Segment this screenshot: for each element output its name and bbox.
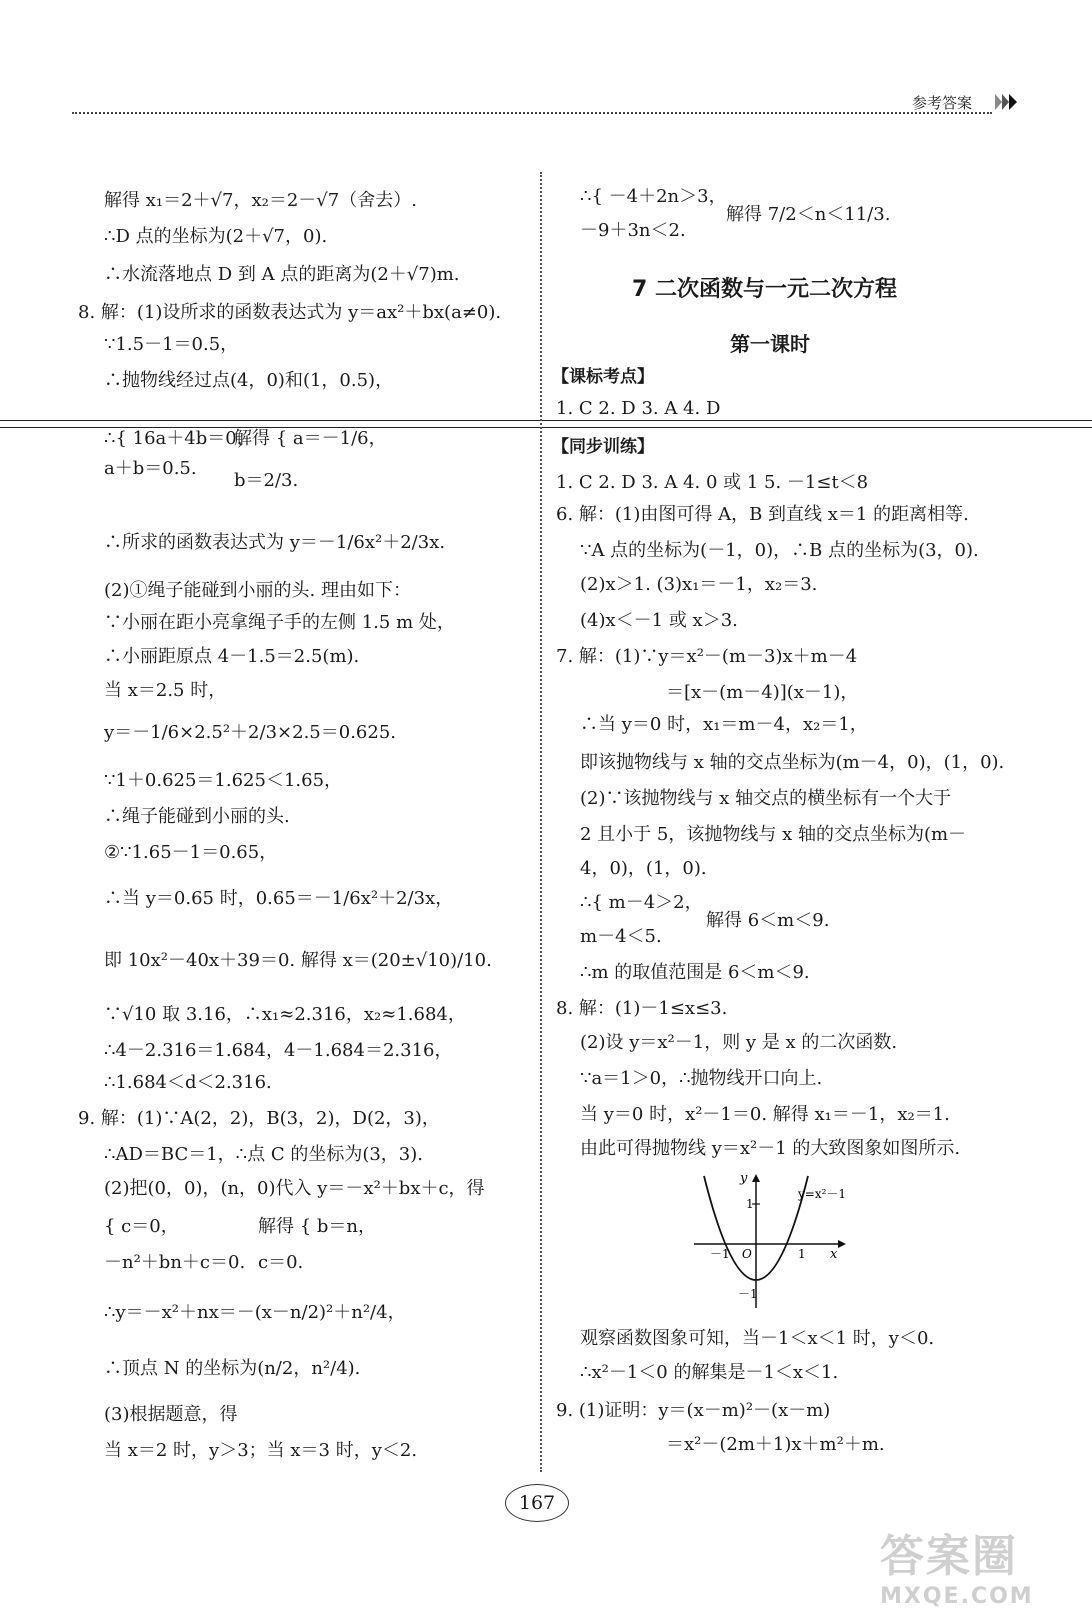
text-line: ∵a＝1＞0，∴抛物线开口向上. — [580, 1068, 823, 1089]
text-line: ∴绳子能碰到小丽的头. — [104, 806, 290, 827]
x-axis-arrow-icon — [838, 1240, 846, 1248]
text-line: ∵小丽在距小亮拿绳子手的左侧 1.5 m 处， — [104, 612, 455, 633]
tick-label-y-neg: －1 — [738, 1287, 758, 1301]
text-line: ∴当 y＝0 时，x₁＝m－4，x₂＝1， — [580, 714, 868, 735]
text-line: 即 10x²－40x＋39＝0. 解得 x＝(20±√10)/10. — [104, 950, 492, 971]
text-line: 6. 解：(1)由图可得 A，B 到直线 x＝1 的距离相等. — [556, 504, 969, 525]
subsection-title: 第一课时 — [730, 332, 810, 356]
text-line: c＝0. — [258, 1252, 304, 1273]
text-line: ∴4－2.316＝1.684，4－1.684＝2.316， — [104, 1040, 453, 1061]
text-line: 7. 解：(1)∵y＝x²－(m－3)x＋m－4 — [556, 646, 858, 667]
text-line: (2)∵该抛物线与 x 轴交点的横坐标有一个大于 — [580, 788, 952, 809]
text-line: ∴AD＝BC＝1，∴点 C 的坐标为(3，3). — [104, 1144, 424, 1165]
text-line: 解得 { a＝－1/6， — [234, 428, 387, 449]
tick-label-y-pos: 1 — [746, 1197, 754, 1211]
text-line: ∴抛物线经过点(4，0)和(1，0.5)， — [104, 370, 394, 391]
text-line: 9. 解：(1)∵A(2，2)，B(3，2)，D(2，3)， — [78, 1108, 440, 1129]
watermark-main: 答案圈 — [880, 1531, 1018, 1582]
function-label: y=x²－1 — [798, 1187, 847, 1201]
tag-xunlian: 【同步训练】 — [552, 437, 654, 457]
text-line: ∴1.684＜d＜2.316. — [104, 1072, 272, 1093]
text-line: ∴{ m－4＞2， — [580, 892, 703, 913]
text-line: ∵√10 取 3.16，∴x₁≈2.316，x₂≈1.684， — [104, 1004, 466, 1025]
text-line: 即该抛物线与 x 轴的交点坐标为(m－4，0)，(1，0). — [580, 752, 1005, 773]
text-line: 2 且小于 5，该抛物线与 x 轴的交点坐标为(m－ — [580, 824, 967, 845]
text-line: ∴m 的取值范围是 6＜m＜9. — [580, 962, 810, 983]
text-line: －9＋3n＜2. — [580, 220, 686, 241]
text-line: y＝－1/6×2.5²＋2/3×2.5＝0.625. — [104, 722, 396, 743]
text-line: －n²＋bn＋c＝0. — [104, 1252, 246, 1273]
column-divider — [540, 172, 542, 1472]
fold-line — [0, 420, 1092, 421]
text-line: 当 x＝2 时，y＞3；当 x＝3 时，y＜2. — [104, 1440, 418, 1461]
text-line: (4)x＜－1 或 x＞3. — [580, 610, 738, 631]
text-line: 1. C 2. D 3. A 4. D — [556, 398, 721, 419]
text-line: 4，0)，(1，0). — [580, 858, 707, 879]
text-line: ＝[x－(m－4)](x－1)， — [666, 682, 859, 703]
text-line: (3)根据题意，得 — [104, 1404, 238, 1425]
page-number: 167 — [505, 1484, 569, 1522]
y-axis-arrow-icon — [752, 1174, 760, 1182]
text-line: a＋b＝0.5. — [104, 458, 197, 479]
text-line: ∴当 y＝0.65 时，0.65＝－1/6x²＋2/3x， — [104, 888, 454, 909]
text-line: m－4＜5. — [580, 926, 662, 947]
text-line: ∴D 点的坐标为(2＋√7，0). — [104, 226, 328, 247]
text-line: 观察函数图象可知，当－1＜x＜1 时，y＜0. — [580, 1328, 935, 1349]
text-line: ②∵1.65－1＝0.65， — [104, 842, 278, 863]
text-line: b＝2/3. — [234, 470, 299, 491]
text-line: 8. 解：(1)设所求的函数表达式为 y＝ax²＋bx(a≠0). — [78, 302, 502, 323]
text-line: 由此可得抛物线 y＝x²－1 的大致图象如图所示. — [580, 1138, 961, 1159]
text-line: 解得 { b＝n， — [258, 1216, 377, 1237]
text-line: ∴x²－1＜0 的解集是－1＜x＜1. — [580, 1362, 839, 1383]
text-line: ∴y＝－x²＋nx＝－(x－n/2)²＋n²/4， — [104, 1302, 406, 1323]
text-line: 当 x＝2.5 时， — [104, 680, 227, 701]
tag-kaodian: 【课标考点】 — [552, 367, 654, 387]
watermark-url: MXQE.COM — [880, 1584, 1034, 1609]
origin-label: O — [742, 1247, 752, 1261]
tick-label-x-pos: 1 — [798, 1247, 806, 1261]
text-line: ∴{ 16a＋4b＝0， — [104, 428, 255, 449]
text-line: ＝x²－(2m＋1)x＋m²＋m. — [666, 1434, 885, 1455]
text-line: ∴{ －4＋2n＞3， — [580, 186, 727, 207]
text-line: (2)①绳子能碰到小丽的头. 理由如下： — [104, 580, 411, 601]
parabola-graph — [690, 1172, 850, 1312]
text-line: ∴所求的函数表达式为 y＝－1/6x²＋2/3x. — [104, 532, 446, 553]
text-line: 当 y＝0 时，x²－1＝0. 解得 x₁＝－1，x₂＝1. — [580, 1104, 950, 1125]
text-line: ∵A 点的坐标为(－1，0)，∴B 点的坐标为(3，0). — [580, 540, 979, 561]
text-line: 8. 解：(1)－1≤x≤3. — [556, 998, 728, 1019]
text-line: 解得 7/2＜n＜11/3. — [726, 204, 891, 225]
text-line: { c＝0， — [104, 1216, 179, 1237]
text-line: (2)设 y＝x²－1，则 y 是 x 的二次函数. — [580, 1032, 898, 1053]
section-title: 7 二次函数与一元二次方程 — [632, 277, 897, 302]
text-line: ∴水流落地点 D 到 A 点的距离为(2＋√7)m. — [104, 264, 460, 285]
x-axis-label: x — [830, 1247, 838, 1262]
header-rule — [72, 112, 992, 114]
text-line: (2)x＞1. (3)x₁＝－1，x₂＝3. — [580, 574, 818, 595]
header-label: 参考答案 — [912, 94, 973, 112]
tick-label-x-neg: －1 — [710, 1247, 730, 1261]
text-line: (2)把(0，0)，(n，0)代入 y＝－x²＋bx＋c，得 — [104, 1178, 485, 1199]
header-arrow-icon — [995, 92, 1019, 112]
text-line: ∴顶点 N 的坐标为(n/2，n²/4). — [104, 1358, 361, 1379]
watermark — [880, 1520, 1034, 1609]
text-line: 1. C 2. D 3. A 4. 0 或 1 5. －1≤t＜8 — [556, 472, 869, 493]
text-line: ∵1.5－1＝0.5， — [104, 334, 239, 355]
text-line: 解得 6＜m＜9. — [706, 910, 830, 931]
text-line: ∵1＋0.625＝1.625＜1.65， — [104, 770, 343, 791]
text-line: 解得 x₁＝2＋√7，x₂＝2－√7（舍去）. — [104, 190, 417, 211]
text-line: ∴小丽距原点 4－1.5＝2.5(m). — [104, 646, 360, 667]
y-axis-label: y — [740, 1172, 748, 1186]
text-line: 9. (1)证明：y＝(x－m)²－(x－m) — [556, 1400, 831, 1421]
